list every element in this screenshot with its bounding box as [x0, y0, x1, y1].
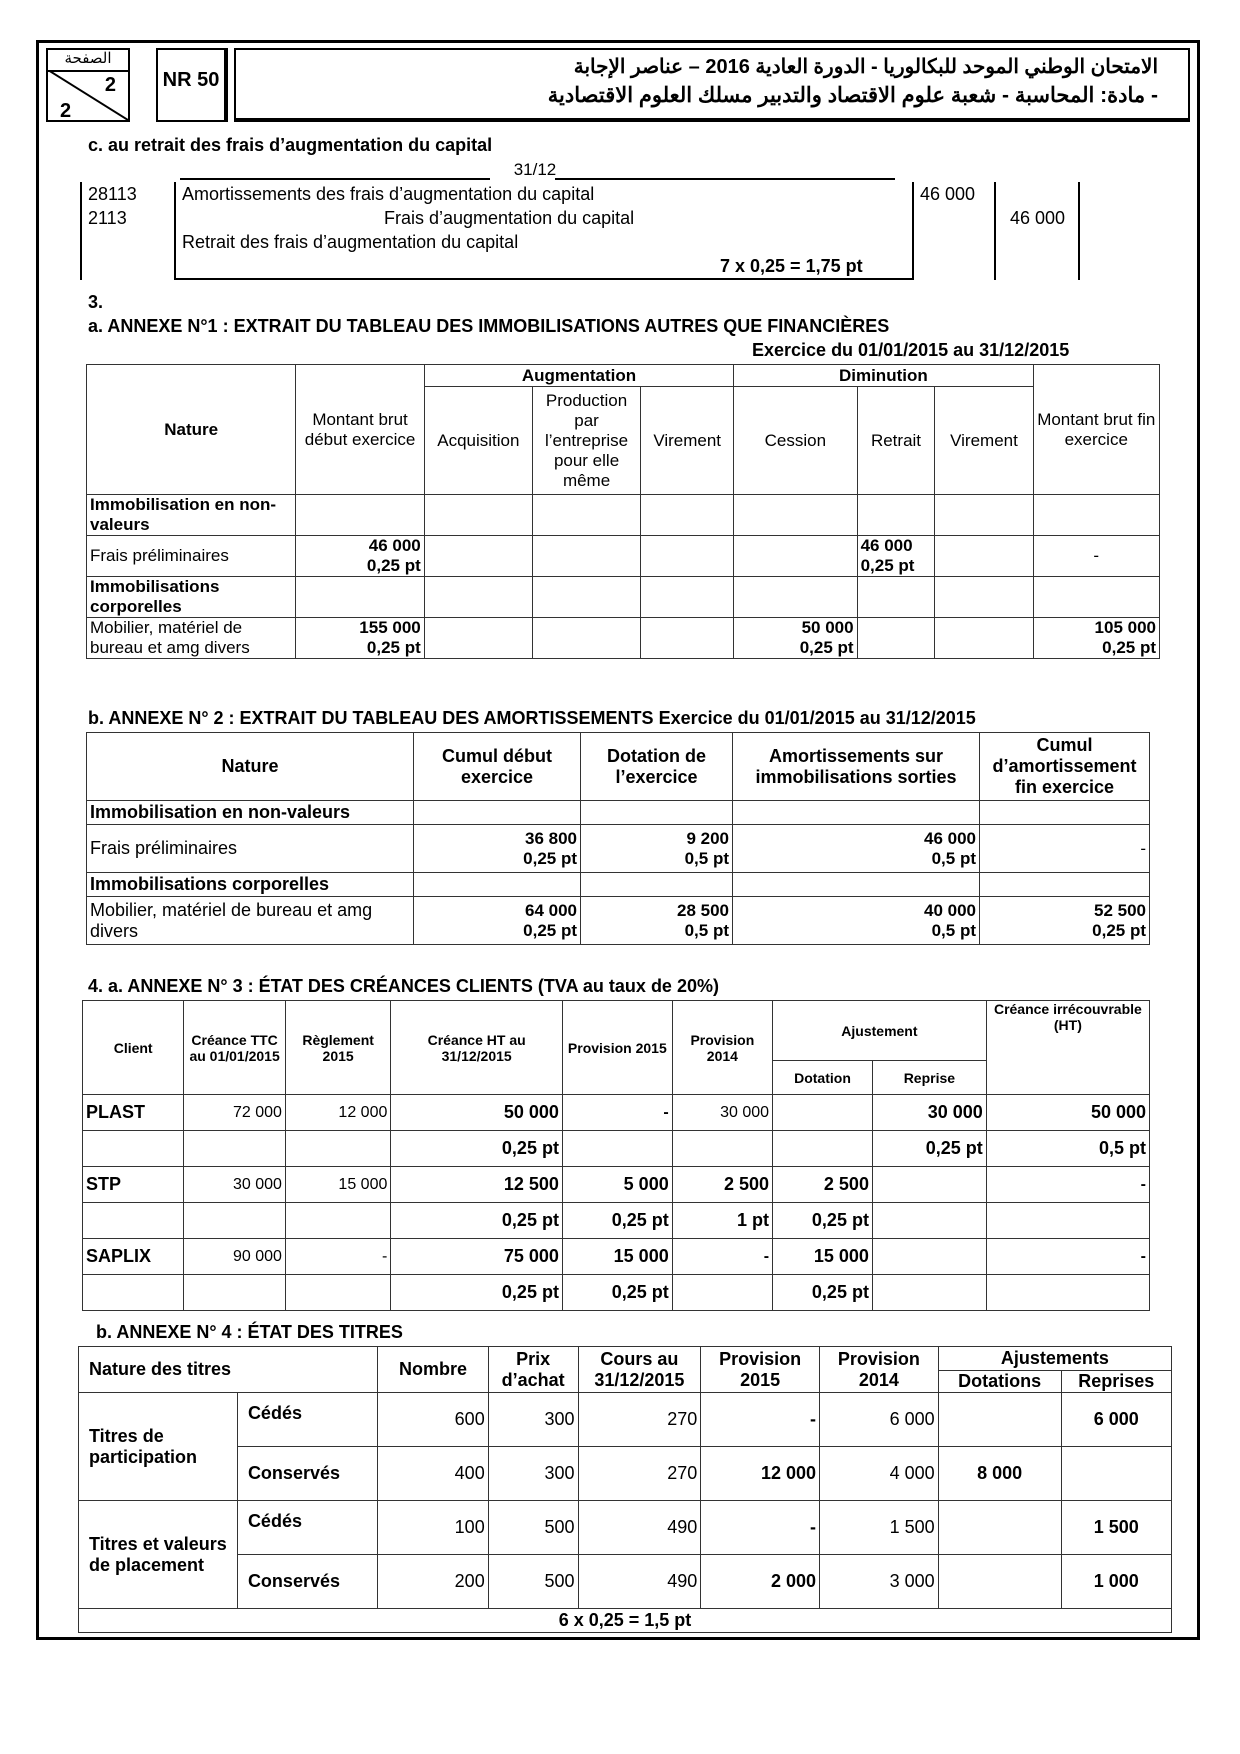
- table-row: Mobilier, matériel de bureau et amg divers 64 000 0,25 pt 28 500 0,5 pt 40 000 0,5 pt 52 500 0,25 pt: [87, 897, 1150, 945]
- annexe-2-table: [86, 732, 1150, 945]
- exam-title: [234, 48, 1190, 122]
- exam-header: [36, 40, 1200, 126]
- cell: 50 000 0,25 pt: [734, 618, 857, 659]
- cell: 105 000 0,25 pt: [1033, 618, 1159, 659]
- cell: 46 000 0,25 pt: [296, 536, 424, 577]
- annexe-4-title: b. ANNEXE N° 4 : ÉTAT DES TITRES: [96, 1322, 403, 1342]
- entry-label: Frais d’augmentation du capital: [384, 208, 635, 228]
- table-row: 0,25 pt 0,25 pt 1 pt 0,25 pt: [83, 1203, 1150, 1239]
- annexe-1-title: a. ANNEXE N°1 : EXTRAIT DU TABLEAU DES IMMOBILISATIONS AUTRES QUE FINANCIÈRES: [88, 316, 890, 336]
- table-row: [87, 495, 1160, 536]
- points-row: 6 x 0,25 = 1,5 pt: [79, 1609, 1172, 1633]
- col-cession: Cession: [734, 387, 857, 495]
- annexe-1-period: Exercice du 01/01/2015 au 31/12/2015: [752, 340, 1070, 360]
- page-number: 2: [104, 74, 116, 96]
- col-dotation: Dotation de l’exercice: [581, 733, 733, 801]
- entry-description: Retrait des frais d’augmentation du capital: [182, 232, 519, 252]
- entry-points: 7 x 0,25 = 1,75 pt: [720, 256, 863, 276]
- table-row: STP 30 000 15 000 12 500 5 000 2 500 2 500 -: [83, 1167, 1150, 1203]
- page-label: الصفحة: [48, 50, 128, 72]
- col-nature: Nature: [87, 365, 296, 495]
- table-row: 0,25 pt 0,25 pt 0,5 pt: [83, 1131, 1150, 1167]
- annexe-4-table: Nature des titres Nombre Prix d’achat Cours au 31/12/2015 Provision 2015 Provision 2014 Ajustements Dotations Reprises Titres de participation Cédés 600 300 270 - 6 000 6 000 Conservés 400 300 270 12 000 4 000 8 000 Titres et valeurs de placement Cédés 100 500 490 - 1 500 1 500 Conservés 200 500 490 2 000 3 000 1 000 6 x 0,25 = 1,5 pt: [78, 1346, 1172, 1633]
- table-row: [87, 577, 1160, 618]
- title-line-2: - مادة: المحاسبة - شعبة علوم الاقتصاد والتدبير مسلك العلوم الاقتصادية: [547, 84, 1158, 107]
- debit-amount: 46 000: [920, 184, 976, 204]
- entry-label: Amortissements des frais d’augmentation du capital: [182, 184, 595, 204]
- table-row: SAPLIX 90 000 - 75 000 15 000 - 15 000 -: [83, 1239, 1150, 1275]
- journal-date: 31/12: [513, 160, 557, 179]
- table-row: [87, 618, 1160, 659]
- col-virement-dim: Virement: [935, 387, 1033, 495]
- annexe-1-table: [86, 364, 1160, 659]
- section-c-title: c. au retrait des frais d’augmentation du capital: [88, 135, 493, 155]
- cell: -: [1033, 536, 1159, 577]
- col-diminution: Diminution: [734, 365, 1033, 387]
- col-nature: Nature: [87, 733, 414, 801]
- title-line-1: الامتحان الوطني الموحد للبكالوريا - الدورة العادية 2016 – عناصر الإجابة: [573, 56, 1158, 78]
- table-row: PLAST 72 000 12 000 50 000 - 30 000 30 000 50 000: [83, 1095, 1150, 1131]
- table-row: Conservés 400 300 270 12 000 4 000 8 000: [79, 1447, 1172, 1501]
- col-augmentation: Augmentation: [424, 365, 733, 387]
- col-montant-debut: Montant brut début exercice: [296, 365, 424, 495]
- table-row: 0,25 pt 0,25 pt 0,25 pt: [83, 1275, 1150, 1311]
- col-retrait: Retrait: [857, 387, 935, 495]
- annexe-2-title: b. ANNEXE N° 2 : EXTRAIT DU TABLEAU DES AMORTISSEMENTS Exercice du 01/01/2015 au 31/12/2015: [88, 708, 976, 728]
- annexe-3-table: Client Créance TTC au 01/01/2015 Règlement 2015 Créance HT au 31/12/2015 Provision 2015 Provision 2014 Ajustement Créance irrécouvrable (HT) Dotation Reprise PLAST 72 000 12 000 50 000 - 30 000 30 000 50 000 0,25 pt 0,25 pt 0,5 pt STP 30 000 15 000 12 500 5 000 2 500 2 500 - 0,25 pt 0,25 pt 1 pt 0,25 pt SAPLIX 90 000 - 75 000 15 000 - 15 000 - 0,25 pt 0,25 pt 0,25 pt: [82, 1000, 1150, 1311]
- exam-code: NR 50: [156, 48, 228, 122]
- group-label: Immobilisations corporelles: [87, 577, 296, 618]
- annexe-3-title: 4. a. ANNEXE N° 3 : ÉTAT DES CRÉANCES CLIENTS (TVA au taux de 20%): [88, 976, 719, 996]
- col-production: Production par l’entreprise pour elle même: [532, 387, 640, 495]
- table-row: Frais préliminaires 36 800 0,25 pt 9 200 0,5 pt 46 000 0,5 pt -: [87, 825, 1150, 873]
- col-montant-fin: Montant brut fin exercice: [1033, 365, 1159, 495]
- account-number: 2113: [88, 208, 127, 228]
- col-cumul-fin: Cumul d’amortissement fin exercice: [980, 733, 1150, 801]
- group-label: Immobilisation en non-valeurs: [87, 495, 296, 536]
- page-total: 2: [60, 100, 72, 122]
- col-acquisition: Acquisition: [424, 387, 532, 495]
- table-row: Conservés 200 500 490 2 000 3 000 1 000: [79, 1555, 1172, 1609]
- credit-amount: 46 000: [1010, 208, 1066, 228]
- table-row: Titres et valeurs de placement Cédés 100 500 490 - 1 500 1 500: [79, 1501, 1172, 1555]
- row-label: Frais préliminaires: [87, 536, 296, 577]
- table-row: Immobilisations corporelles: [87, 873, 1150, 897]
- table-row: Immobilisation en non-valeurs: [87, 801, 1150, 825]
- journal-entry: [80, 182, 1080, 282]
- cell: 155 000 0,25 pt: [296, 618, 424, 659]
- col-cumul-debut: Cumul début exercice: [414, 733, 581, 801]
- page-number-box: [46, 48, 130, 122]
- section-3-number: 3.: [88, 292, 104, 312]
- row-label: Mobilier, matériel de bureau et amg divers: [87, 618, 296, 659]
- col-virement-aug: Virement: [641, 387, 734, 495]
- table-row: Titres de participation Cédés 600 300 270 - 6 000 6 000: [79, 1393, 1172, 1447]
- account-number: 28113: [88, 184, 137, 204]
- cell: 46 000 0,25 pt: [857, 536, 935, 577]
- table-row: [87, 536, 1160, 577]
- col-sorties: Amortissements sur immobilisations sorties: [733, 733, 980, 801]
